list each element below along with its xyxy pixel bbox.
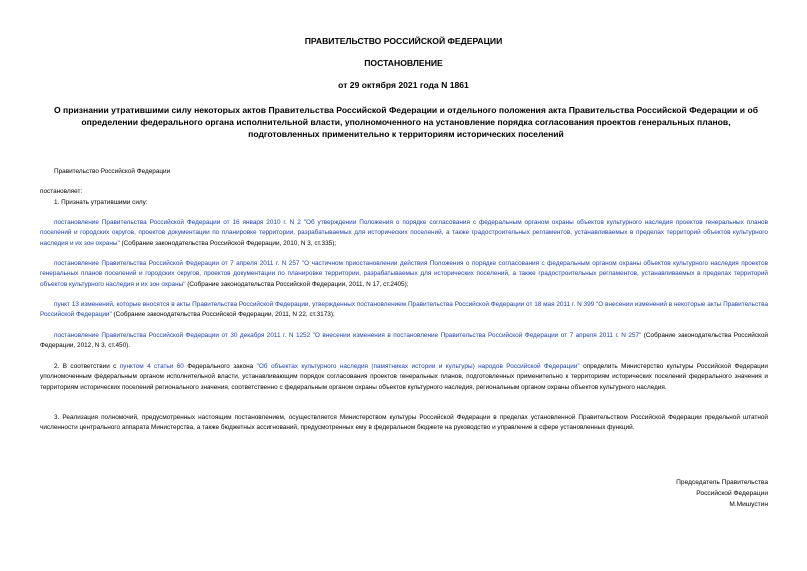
item-2-paragraph <box>40 362 768 393</box>
act-source-3: (Собрание законодательства Российской Федерации, 2011, N 22, ст.3173); <box>111 311 335 319</box>
article-link[interactable]: пунктом 4 статьи 60 <box>119 363 184 370</box>
signature-name: М.Мишустин <box>729 501 768 508</box>
government-heading: ПРАВИТЕЛЬСТВО РОССИЙСКОЙ ФЕДЕРАЦИИ <box>304 36 503 46</box>
intro-resolves: постановляет: <box>40 188 83 195</box>
document-type-heading: ПОСТАНОВЛЕНИЕ <box>364 58 443 68</box>
item-2-post: определить Министерство культуры Российской Федерации уполномоченным федеральным органом исполнительной власти, устанавливающим порядок согласования проектов генеральных планов, подготовленных применительно к территориям исторических поселений федерального значения и территориям исторических поселений регионального значения, соответственно с федеральным органом охраны объектов культурного наследия, региональным органом охраны объектов культурного наследия. <box>40 363 768 391</box>
date-number-heading: от 29 октября 2021 года N 1861 <box>338 80 469 90</box>
act-link-1[interactable]: постановление Правительства Российской Федерации от 16 января 2010 г. N 2 "Об утверждении Положения о порядке согласования с федеральным органом охраны объектов культурного наследия проектов генеральных планов поселений и городских округов, проектов документации по планировке территории, разрабатываемых для исторических поселений, а также градостроительных регламентов, устанавливаемых в пределах территорий объектов культурного наследия и их зон охраны" <box>40 219 768 247</box>
act-paragraph-2 <box>40 259 768 290</box>
item-2-mid: Федерального закона <box>183 363 257 370</box>
act-source-2: (Собрание законодательства Российской Федерации, 2011, N 17, ст.2405); <box>185 280 409 288</box>
act-link-3[interactable]: пункт 13 изменений, которые вносятся в акты Правительства Российской Федерации, утвержденных постановлением Правительства Российской Федерации от 18 мая 2011 г. N 399 "О внесении изменений в некоторые акты Правительства Российской Федерации" <box>40 301 768 319</box>
item-1-heading: 1. Признать утратившими силу: <box>54 199 148 206</box>
intro-government: Правительство Российской Федерации <box>54 168 171 175</box>
act-paragraph-4 <box>40 331 768 352</box>
signature-title: Председатель Правительства <box>676 479 768 486</box>
document-title: О признании утратившими силу некоторых актов Правительства Российской Федерации и отдельного положения акта Правительства Российской Федерации и об определении федерального органа исполнительной власти, уполномоченного на установление порядка согласования проектов генеральных планов, подготовленных применительно к территориям исторических поселений <box>53 105 759 139</box>
signature-org: Российской Федерации <box>696 490 768 497</box>
item-3-paragraph: 3. Реализация полномочий, предусмотренных настоящим постановлением, осуществляется Министерством культуры Российской Федерации в пределах установленной Правительством Российской Федерации предельной штатной численности центрального аппарата Министерства, а также бюджетных ассигнований, предусмотренных ему в федеральном бюджете на руководство и управление в сфере установленных функций. <box>40 414 768 432</box>
act-link-2[interactable]: постановление Правительства Российской Федерации от 7 апреля 2011 г. N 257 "О частичном приостановлении действия Положения о порядке согласования с федеральным органом охраны объектов культурного наследия проектов генеральных планов поселений и городских округов, проектов документации по планировке территории, разрабатываемых для исторических поселений, а также градостроительных регламентов, устанавливаемых в пределах территорий объектов культурного наследия и их зон охраны" <box>40 260 768 288</box>
act-source-1: (Собрание законодательства Российской Федерации, 2010, N 3, ст.335); <box>119 239 337 247</box>
act-paragraph-3 <box>40 300 768 321</box>
act-link-4[interactable]: постановление Правительства Российской Федерации от 30 декабря 2011 г. N 1252 "О внесении изменения в постановление Правительства Российской Федерации от 7 апреля 2011 г. N 257" <box>54 332 642 339</box>
act-paragraph-1 <box>40 218 768 249</box>
law-link[interactable]: "Об объектах культурного наследия (памятниках истории и культуры) народов Российской Федерации" <box>256 363 580 370</box>
signature-block <box>676 477 768 510</box>
act-source-4: (Собрание законодательства Российской Федерации, 2012, N 3, ст.450). <box>40 332 769 350</box>
item-2-pre: 2. В соответствии с <box>54 363 120 370</box>
